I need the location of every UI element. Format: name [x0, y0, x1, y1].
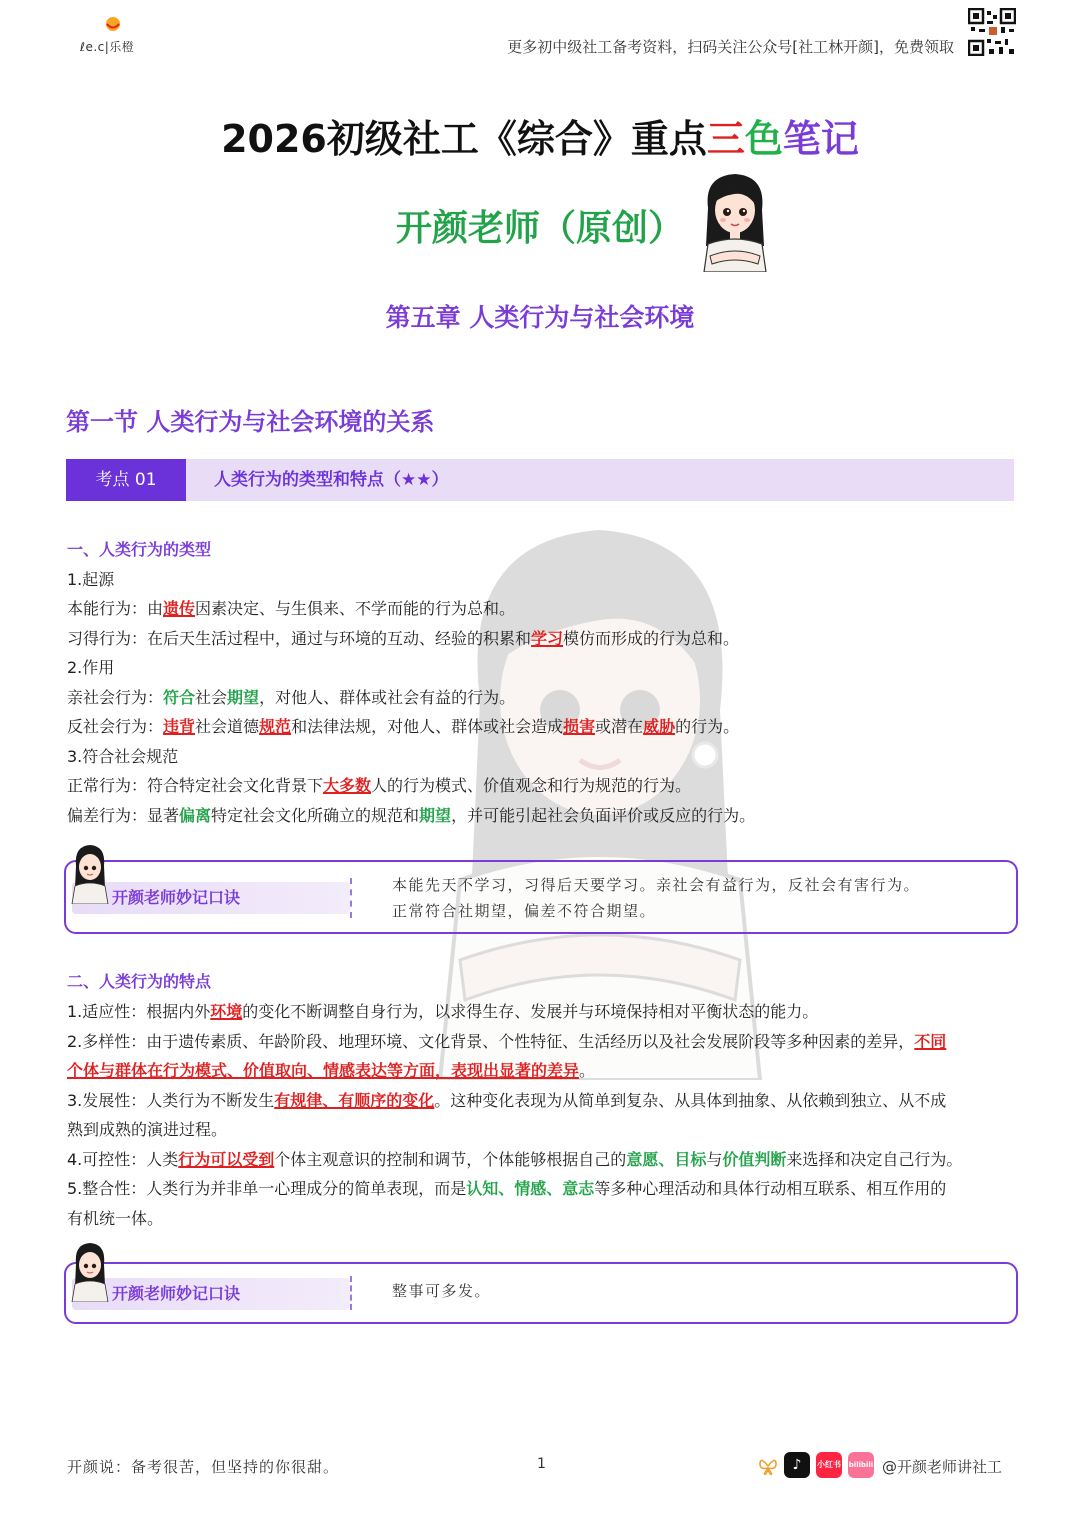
text: 社会 [195, 688, 228, 707]
text: 1.适应性：根据内外 [67, 1002, 211, 1021]
key-red: 损害 [563, 717, 596, 736]
mnemonic-label [72, 1278, 350, 1310]
key-green: 期望 [227, 688, 260, 707]
text: 2.多样性：由于遗传素质、年龄阶段、地理环境、文化背景、个性特征、生活经历以及社会发展阶段等多种因素的差异， [67, 1032, 915, 1051]
brand-logo [80, 14, 150, 54]
text: 5.整合性：人类行为并非单一心理成分的简单表现，而是 [67, 1179, 467, 1198]
text: 正常行为：符合特定社会文化背景下 [67, 776, 324, 795]
part1-heading: 一、人类行为的类型 [67, 540, 212, 559]
title-purple-chars: 笔记 [782, 117, 859, 161]
part1-origin: 1.起源 [67, 570, 115, 589]
text: 模仿而形成的行为总和。 [563, 629, 740, 648]
text: 的变化不断调整自身行为，以求得生存、发展并与环境保持相对平衡状态的能力。 [242, 1002, 819, 1021]
mnemonic-line: 本能先天不学习，习得后天要学习。亲社会有益行为，反社会有害行为。 [392, 876, 921, 894]
xiaohongshu-icon[interactable]: 小红书 [816, 1452, 842, 1478]
key-red: 有规律、有顺序的变化 [274, 1091, 435, 1110]
development-line-cont: 熟到成熟的演进过程。 [67, 1120, 228, 1139]
text: 因素决定、与生俱来、不学而能的行为总和。 [195, 599, 516, 618]
prosocial-behavior-line [67, 687, 515, 709]
key-red: 个体与群体在行为模式、价值取向、情感表达等方面，表现出显著的差异 [67, 1061, 580, 1080]
instinct-behavior-line [67, 598, 515, 620]
butterfly-icon[interactable] [758, 1456, 778, 1476]
mnemonic-label-text: 开颜老师妙记口诀 [112, 1284, 241, 1303]
text: 的行为。 [675, 717, 740, 736]
key-red: 大多数 [323, 776, 372, 795]
key-green: 符合 [163, 688, 196, 707]
diversity-line-cont [67, 1060, 595, 1082]
integration-line-cont: 有机统一体。 [67, 1209, 164, 1228]
kaodian-title: 人类行为的类型和特点（★★） [214, 470, 449, 490]
key-green: 价值判断 [722, 1150, 787, 1169]
page-number: 1 [537, 1456, 546, 1472]
social-icons [758, 1452, 878, 1480]
part1-function: 2.作用 [67, 658, 115, 677]
qr-code-icon[interactable] [968, 8, 1016, 56]
footer-handle: @开颜老师讲社工 [882, 1458, 1003, 1476]
section-title: 第一节 人类行为与社会环境的关系 [66, 408, 435, 436]
title-green-char: 色 [744, 117, 783, 161]
normal-behavior-line [67, 775, 691, 797]
tiktok-icon[interactable]: ♪ [784, 1452, 810, 1478]
divider [350, 878, 352, 918]
title-prefix: 2026初级社工《综合》重点 [221, 117, 707, 161]
text: 个体主观意识的控制和调节，个体能够根据自己的 [274, 1150, 627, 1169]
key-red: 行为可以受到 [178, 1150, 275, 1169]
sun-logo-icon [102, 14, 124, 32]
divider [350, 1276, 352, 1310]
key-red: 学习 [531, 629, 564, 648]
key-green: 偏离 [179, 806, 212, 825]
text: 和法律法规，对他人、群体或社会造成 [291, 717, 564, 736]
mnemonic-box [64, 860, 1018, 934]
text: 社会道德 [195, 717, 260, 736]
header-note: 更多初中级社工备考资料，扫码关注公众号[社工林开颜]，免费领取 [507, 38, 954, 56]
adaptability-line [67, 1001, 818, 1023]
part1-norms: 3.符合社会规范 [67, 747, 179, 766]
text: 或潜在 [595, 717, 644, 736]
key-green: 意愿、目标 [626, 1150, 707, 1169]
text: 本能行为：由 [67, 599, 164, 618]
text: 4.可控性：人类 [67, 1150, 179, 1169]
mnemonic-label [72, 882, 350, 914]
text: 与 [706, 1150, 723, 1169]
key-red: 环境 [210, 1002, 243, 1021]
text: 等多种心理活动和具体行动相互联系、相互作用的 [594, 1179, 947, 1198]
logo-text: ℓe.c|乐橙 [80, 40, 135, 54]
key-red: 规范 [259, 717, 292, 736]
teacher-cartoon-icon [694, 168, 776, 272]
key-green: 认知、情感、意志 [466, 1179, 595, 1198]
text: 习得行为：在后天生活过程中，通过与环境的互动、经验的积累和 [67, 629, 532, 648]
key-red: 不同 [914, 1032, 947, 1051]
integration-line [67, 1178, 946, 1200]
text: ，对他人、群体或社会有益的行为。 [259, 688, 516, 707]
learned-behavior-line [67, 628, 739, 650]
mnemonic-box [64, 1262, 1018, 1324]
kaodian-tag: 考点 01 [66, 459, 186, 501]
text: ，并可能引起社会负面评价或反应的行为。 [451, 806, 756, 825]
chapter-title: 第五章 人类行为与社会环境 [385, 303, 695, 332]
key-red: 遗传 [163, 599, 196, 618]
text: 。 [579, 1061, 596, 1080]
diversity-line [67, 1031, 946, 1053]
antisocial-behavior-line [67, 716, 739, 738]
text: 来选择和决定自己行为。 [786, 1150, 963, 1169]
text: 偏差行为：显著 [67, 806, 180, 825]
key-red: 威胁 [643, 717, 676, 736]
controllability-line [67, 1149, 962, 1171]
footer-note: 开颜说：备考很苦，但坚持的你很甜。 [67, 1458, 340, 1476]
part2-heading: 二、人类行为的特点 [67, 972, 212, 991]
mnemonic-line: 正常符合社期望，偏差不符合期望。 [392, 902, 657, 920]
bilibili-icon[interactable]: bilibili [848, 1452, 874, 1478]
title-red-char: 三 [706, 117, 745, 161]
text: 3.发展性：人类行为不断发生 [67, 1091, 275, 1110]
author-subtitle: 开颜老师（原创） [395, 208, 684, 249]
text: 人的行为模式、价值观念和行为规范的行为。 [371, 776, 692, 795]
mnemonic-label-text: 开颜老师妙记口诀 [112, 888, 241, 907]
teacher-mini-icon [68, 1240, 112, 1302]
kaodian-bar [66, 459, 1014, 501]
key-red: 违背 [163, 717, 196, 736]
document-title [0, 108, 1080, 163]
deviant-behavior-line [67, 805, 755, 827]
text: 。这种变化表现为从简单到复杂、从具体到抽象、从依赖到独立、从不成 [434, 1091, 947, 1110]
mnemonic-line: 整事可多发。 [392, 1282, 492, 1300]
teacher-mini-icon [68, 842, 112, 904]
text: 亲社会行为： [67, 688, 164, 707]
development-line [67, 1090, 946, 1112]
key-green: 期望 [419, 806, 452, 825]
text: 反社会行为： [67, 717, 164, 736]
text: 特定社会文化所确立的规范和 [211, 806, 420, 825]
